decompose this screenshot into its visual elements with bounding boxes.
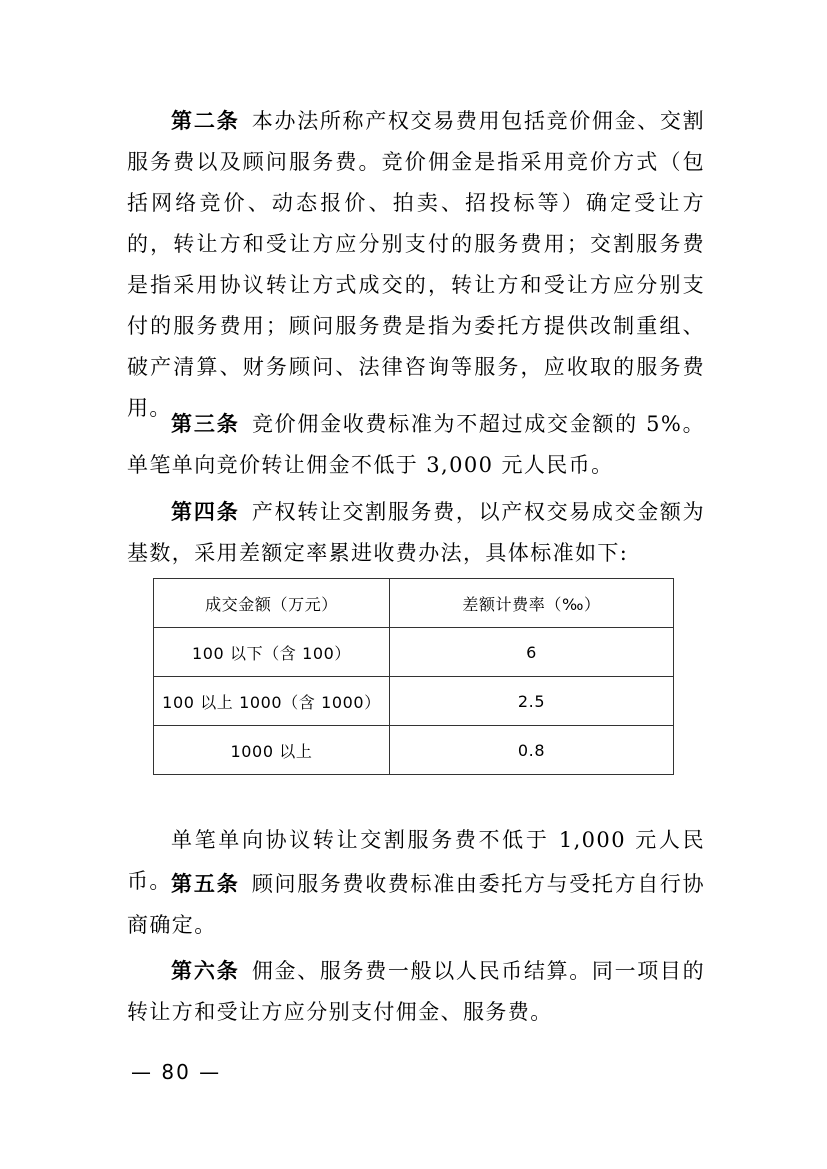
article-4-paragraph [127, 492, 705, 574]
table-row [154, 677, 674, 726]
amount-cell: 1000 以上 [154, 726, 390, 775]
article-5-heading: 第五条 [171, 872, 240, 896]
article-6-paragraph [127, 951, 705, 1033]
column-header-rate: 差额计费率（‰） [390, 579, 674, 628]
article-5-text: 顾问服务费收费标准由委托方与受托方自行协商确定。 [127, 872, 705, 937]
article-2-text: 本办法所称产权交易费用包括竞价佣金、交割服务费以及顾问服务费。竞价佣金是指采用竞价方式（包括网络竞价、动态报价、拍卖、招投标等）确定受让方的，转让方和受让方应分别支付的服务费用；交割服务费是指采用协议转让方式成交的，转让方和受让方应分别支付的服务费用；顾问服务费是指为委托方提供改制重组、破产清算、财务顾问、法律咨询等服务，应收取的服务费用。 [127, 109, 705, 420]
article-3-paragraph [127, 404, 705, 486]
amount-cell: 100 以上 1000（含 1000） [154, 677, 390, 726]
article-6-heading: 第六条 [171, 959, 240, 983]
fee-rate-table [153, 578, 674, 775]
table-header-row [154, 579, 674, 628]
article-2-heading: 第二条 [171, 109, 240, 133]
article-2-paragraph [127, 101, 705, 429]
column-header-amount: 成交金额（万元） [154, 579, 390, 628]
article-6-text: 佣金、服务费一般以人民币结算。同一项目的转让方和受让方应分别支付佣金、服务费。 [127, 959, 705, 1024]
table-row [154, 628, 674, 677]
article-4-text: 产权转让交割服务费，以产权交易成交金额为基数，采用差额定率累进收费办法，具体标准如下: [127, 500, 705, 565]
minimum-fee-text: 单笔单向协议转让交割服务费不低于 1,000 元人民币。 [127, 828, 705, 893]
article-4-heading: 第四条 [171, 500, 240, 524]
article-3-heading: 第三条 [171, 412, 240, 436]
rate-cell: 2.5 [390, 677, 674, 726]
rate-cell: 6 [390, 628, 674, 677]
page-number: — 80 — [131, 1060, 222, 1084]
amount-cell: 100 以下（含 100） [154, 628, 390, 677]
rate-cell: 0.8 [390, 726, 674, 775]
article-5-paragraph [127, 864, 705, 946]
table-row [154, 726, 674, 775]
article-3-text: 竞价佣金收费标准为不超过成交金额的 5%。单笔单向竞价转让佣金不低于 3,000 元人民币。 [127, 412, 705, 477]
